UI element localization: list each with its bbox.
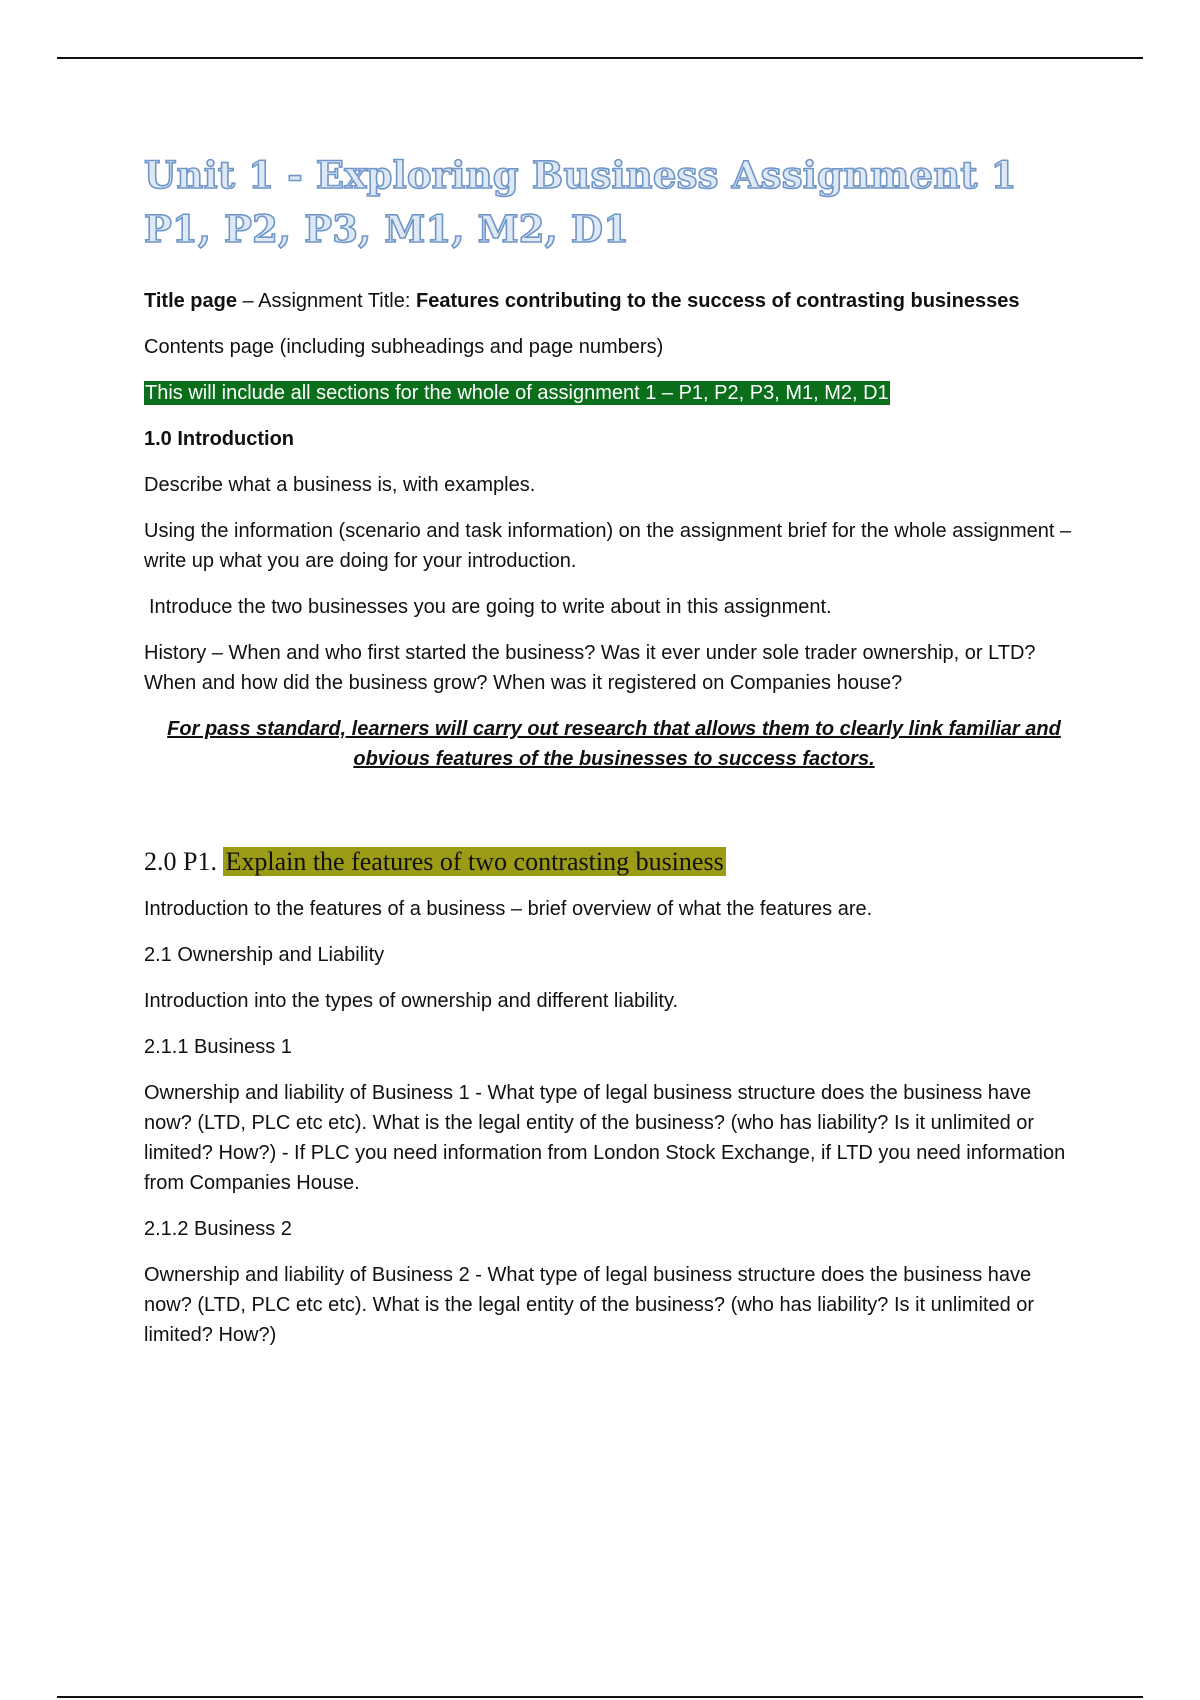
ownership-heading: 2.1 Ownership and Liability bbox=[144, 944, 385, 966]
business2-heading: 2.1.2 Business 2 bbox=[144, 1218, 292, 1240]
footer-rule bbox=[57, 1696, 1143, 1698]
history-paragraph: History – When and who first started the business? Was it ever under sole trader ownership, or LTD? When and how did the business grow? When was it registered on Companies house? bbox=[144, 642, 1036, 694]
assignment-title: Features contributing to the success of contrasting businesses bbox=[415, 290, 1020, 312]
header-rule bbox=[57, 57, 1143, 59]
pass-standard-note: For pass standard, learners will carry out research that allows them to clearly link familiar and obvious features of the businesses to success factors. bbox=[167, 718, 1061, 770]
business2-text: Ownership and liability of Business 2 - What type of legal business structure does the business have now? (LTD, PLC etc etc). What is the legal entity of the business? (who has liability? Is it unlimited or limited? How?) bbox=[144, 1264, 1035, 1346]
intro-heading bbox=[144, 424, 1084, 454]
ownership-intro: Introduction into the types of ownership and different liability. bbox=[144, 990, 679, 1012]
contents-note-line bbox=[144, 378, 1084, 408]
document-page bbox=[144, 148, 1084, 1366]
p1-heading-prefix: 2.0 P1. bbox=[144, 847, 224, 876]
intro-two-businesses: Introduce the two businesses you are going to write about in this assignment. bbox=[149, 596, 832, 618]
intro-heading-text: 1.0 Introduction bbox=[144, 428, 294, 450]
business1-heading: 2.1.1 Business 1 bbox=[144, 1036, 292, 1058]
document-title: Unit 1 - Exploring Business Assignment 1 P1, P2, P3, M1, M2, D1 bbox=[144, 153, 1017, 251]
intro-describe: Describe what a business is, with examples. bbox=[144, 474, 536, 496]
p1-heading-highlight: Explain the features of two contrasting business bbox=[225, 847, 724, 876]
contents-line: Contents page (including subheadings and page numbers) bbox=[144, 336, 664, 358]
business1-text: Ownership and liability of Business 1 - What type of legal business structure does the business have now? (LTD, PLC etc etc). What is the legal entity of the business? (who has liability? Is it unlimited or limited? How?) - If PLC you need information from London Stock Exchange, if LTD you need information from Companies House. bbox=[144, 1082, 1066, 1194]
features-intro: Introduction to the features of a business – brief overview of what the features are. bbox=[144, 898, 873, 920]
title-page-label: Title page bbox=[144, 290, 237, 312]
intro-using: Using the information (scenario and task information) on the assignment brief for the whole assignment – write up what you are doing for your introduction. bbox=[144, 520, 1072, 572]
title-page-line bbox=[144, 286, 1084, 316]
title-page-dash: – Assignment Title: bbox=[237, 290, 416, 312]
contents-note-highlight: This will include all sections for the whole of assignment 1 – P1, P2, P3, M1, M2, D1 bbox=[145, 382, 889, 404]
p1-heading bbox=[144, 844, 1084, 880]
